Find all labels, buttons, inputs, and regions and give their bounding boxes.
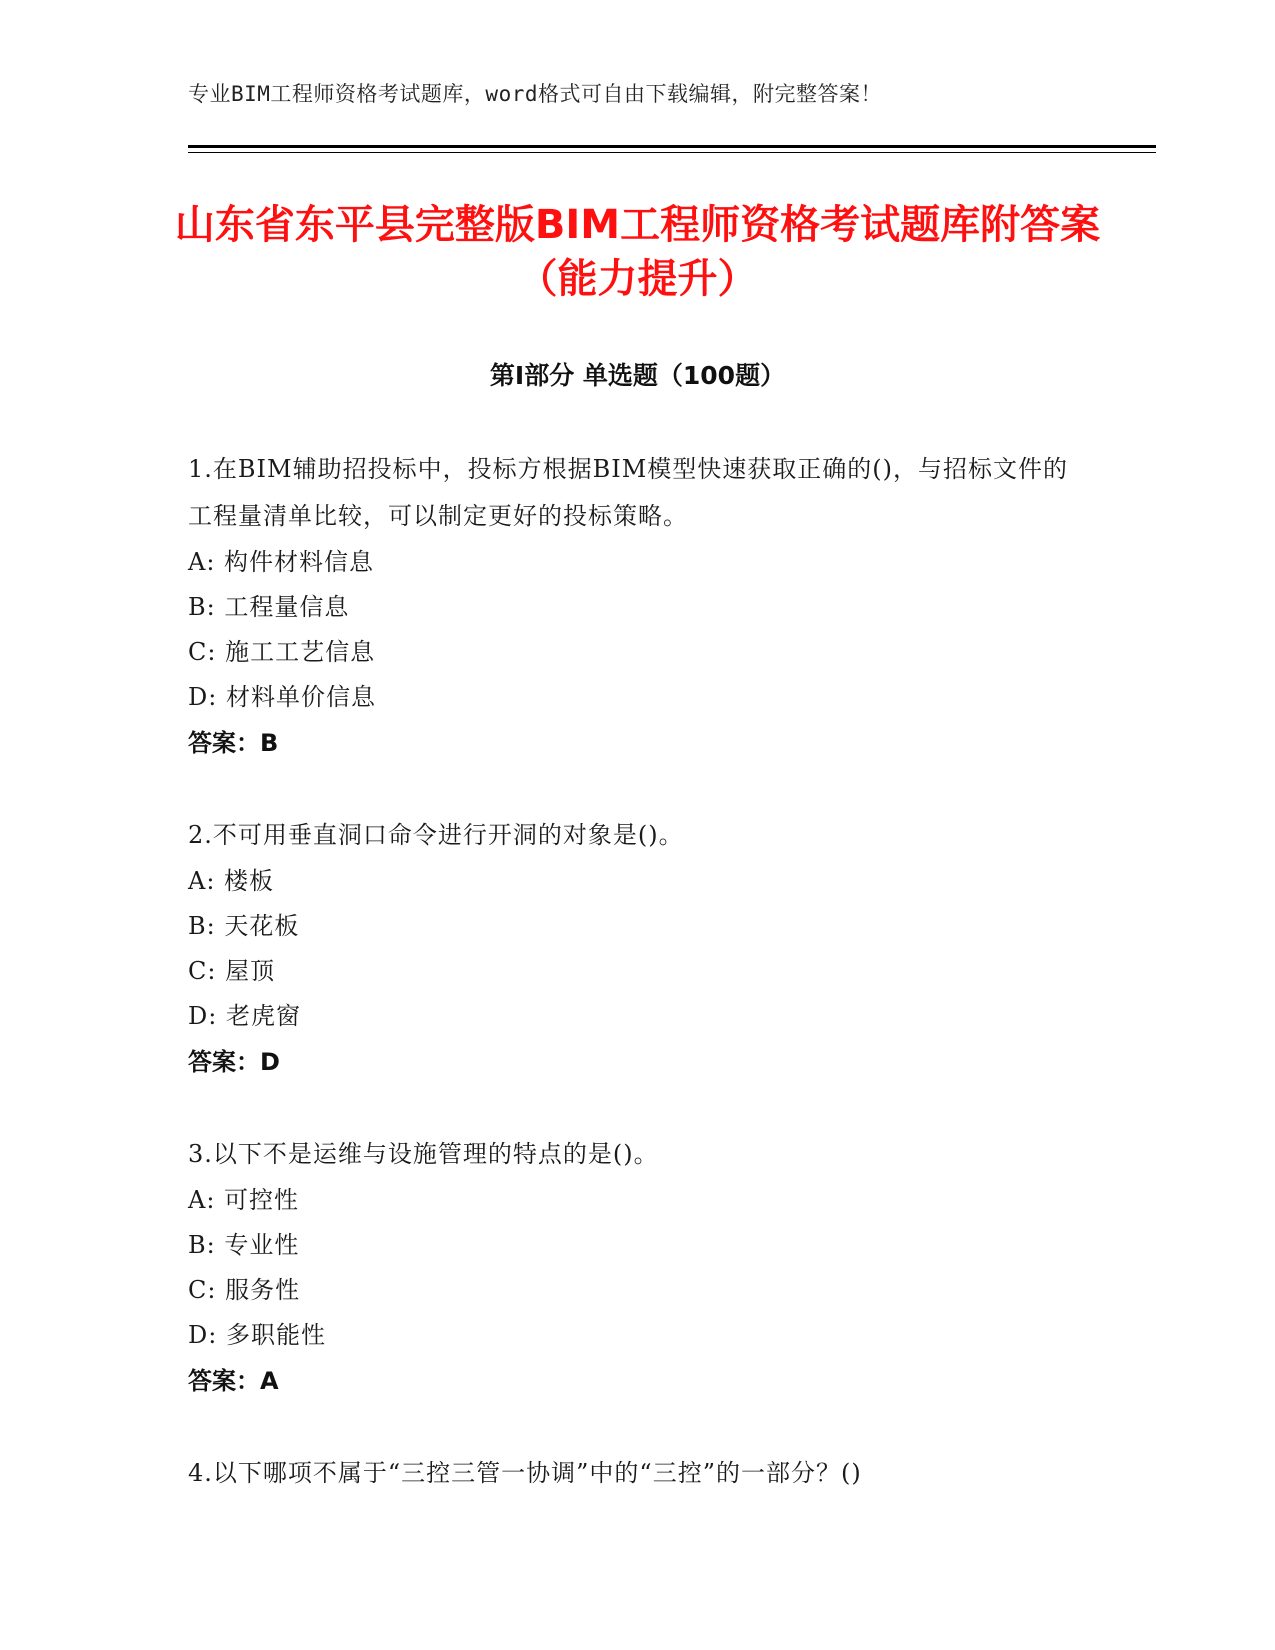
answer: 答案：B xyxy=(188,729,279,757)
option-c: C: 施工工艺信息 xyxy=(188,638,376,666)
question-2 xyxy=(188,812,1088,1085)
option-b: B: 工程量信息 xyxy=(188,593,350,621)
question-stem: 4.以下哪项不属于“三控三管一协调”中的“三控”的一部分？() xyxy=(188,1459,862,1487)
question-stem: 3.以下不是运维与设施管理的特点的是()。 xyxy=(188,1140,659,1168)
header-rule-thick xyxy=(188,145,1156,148)
section-title: 第Ⅰ部分 单选题（100题） xyxy=(489,361,786,390)
question-stem: 1.在BIM辅助招投标中，投标方根据BIM模型快速获取正确的()，与招标文件的工程量清单比较，可以制定更好的投标策略。 xyxy=(188,455,1069,530)
question-list xyxy=(188,446,1088,1543)
header-rule-thin xyxy=(188,152,1156,153)
option-a: A: 楼板 xyxy=(188,867,275,895)
answer: 答案：A xyxy=(188,1367,279,1395)
option-a: A: 构件材料信息 xyxy=(188,548,375,576)
option-c: C: 服务性 xyxy=(188,1276,301,1304)
option-a: A: 可控性 xyxy=(188,1186,300,1214)
header-note: 专业BIM工程师资格考试题库，word格式可自由下载编辑，附完整答案！ xyxy=(188,82,882,106)
option-d: D: 老虎窗 xyxy=(188,1002,301,1030)
option-c: C: 屋顶 xyxy=(188,957,276,985)
question-stem: 2.不可用垂直洞口命令进行开洞的对象是()。 xyxy=(188,821,684,849)
option-b: B: 专业性 xyxy=(188,1231,300,1259)
question-1 xyxy=(188,446,1088,766)
answer: 答案：D xyxy=(188,1048,280,1076)
option-d: D: 多职能性 xyxy=(188,1321,326,1349)
question-4 xyxy=(188,1450,1088,1497)
option-d: D: 材料单价信息 xyxy=(188,683,376,711)
question-3 xyxy=(188,1131,1088,1404)
document-title: 山东省东平县完整版BIM工程师资格考试题库附答案（能力提升） xyxy=(174,202,1101,302)
option-b: B: 天花板 xyxy=(188,912,300,940)
